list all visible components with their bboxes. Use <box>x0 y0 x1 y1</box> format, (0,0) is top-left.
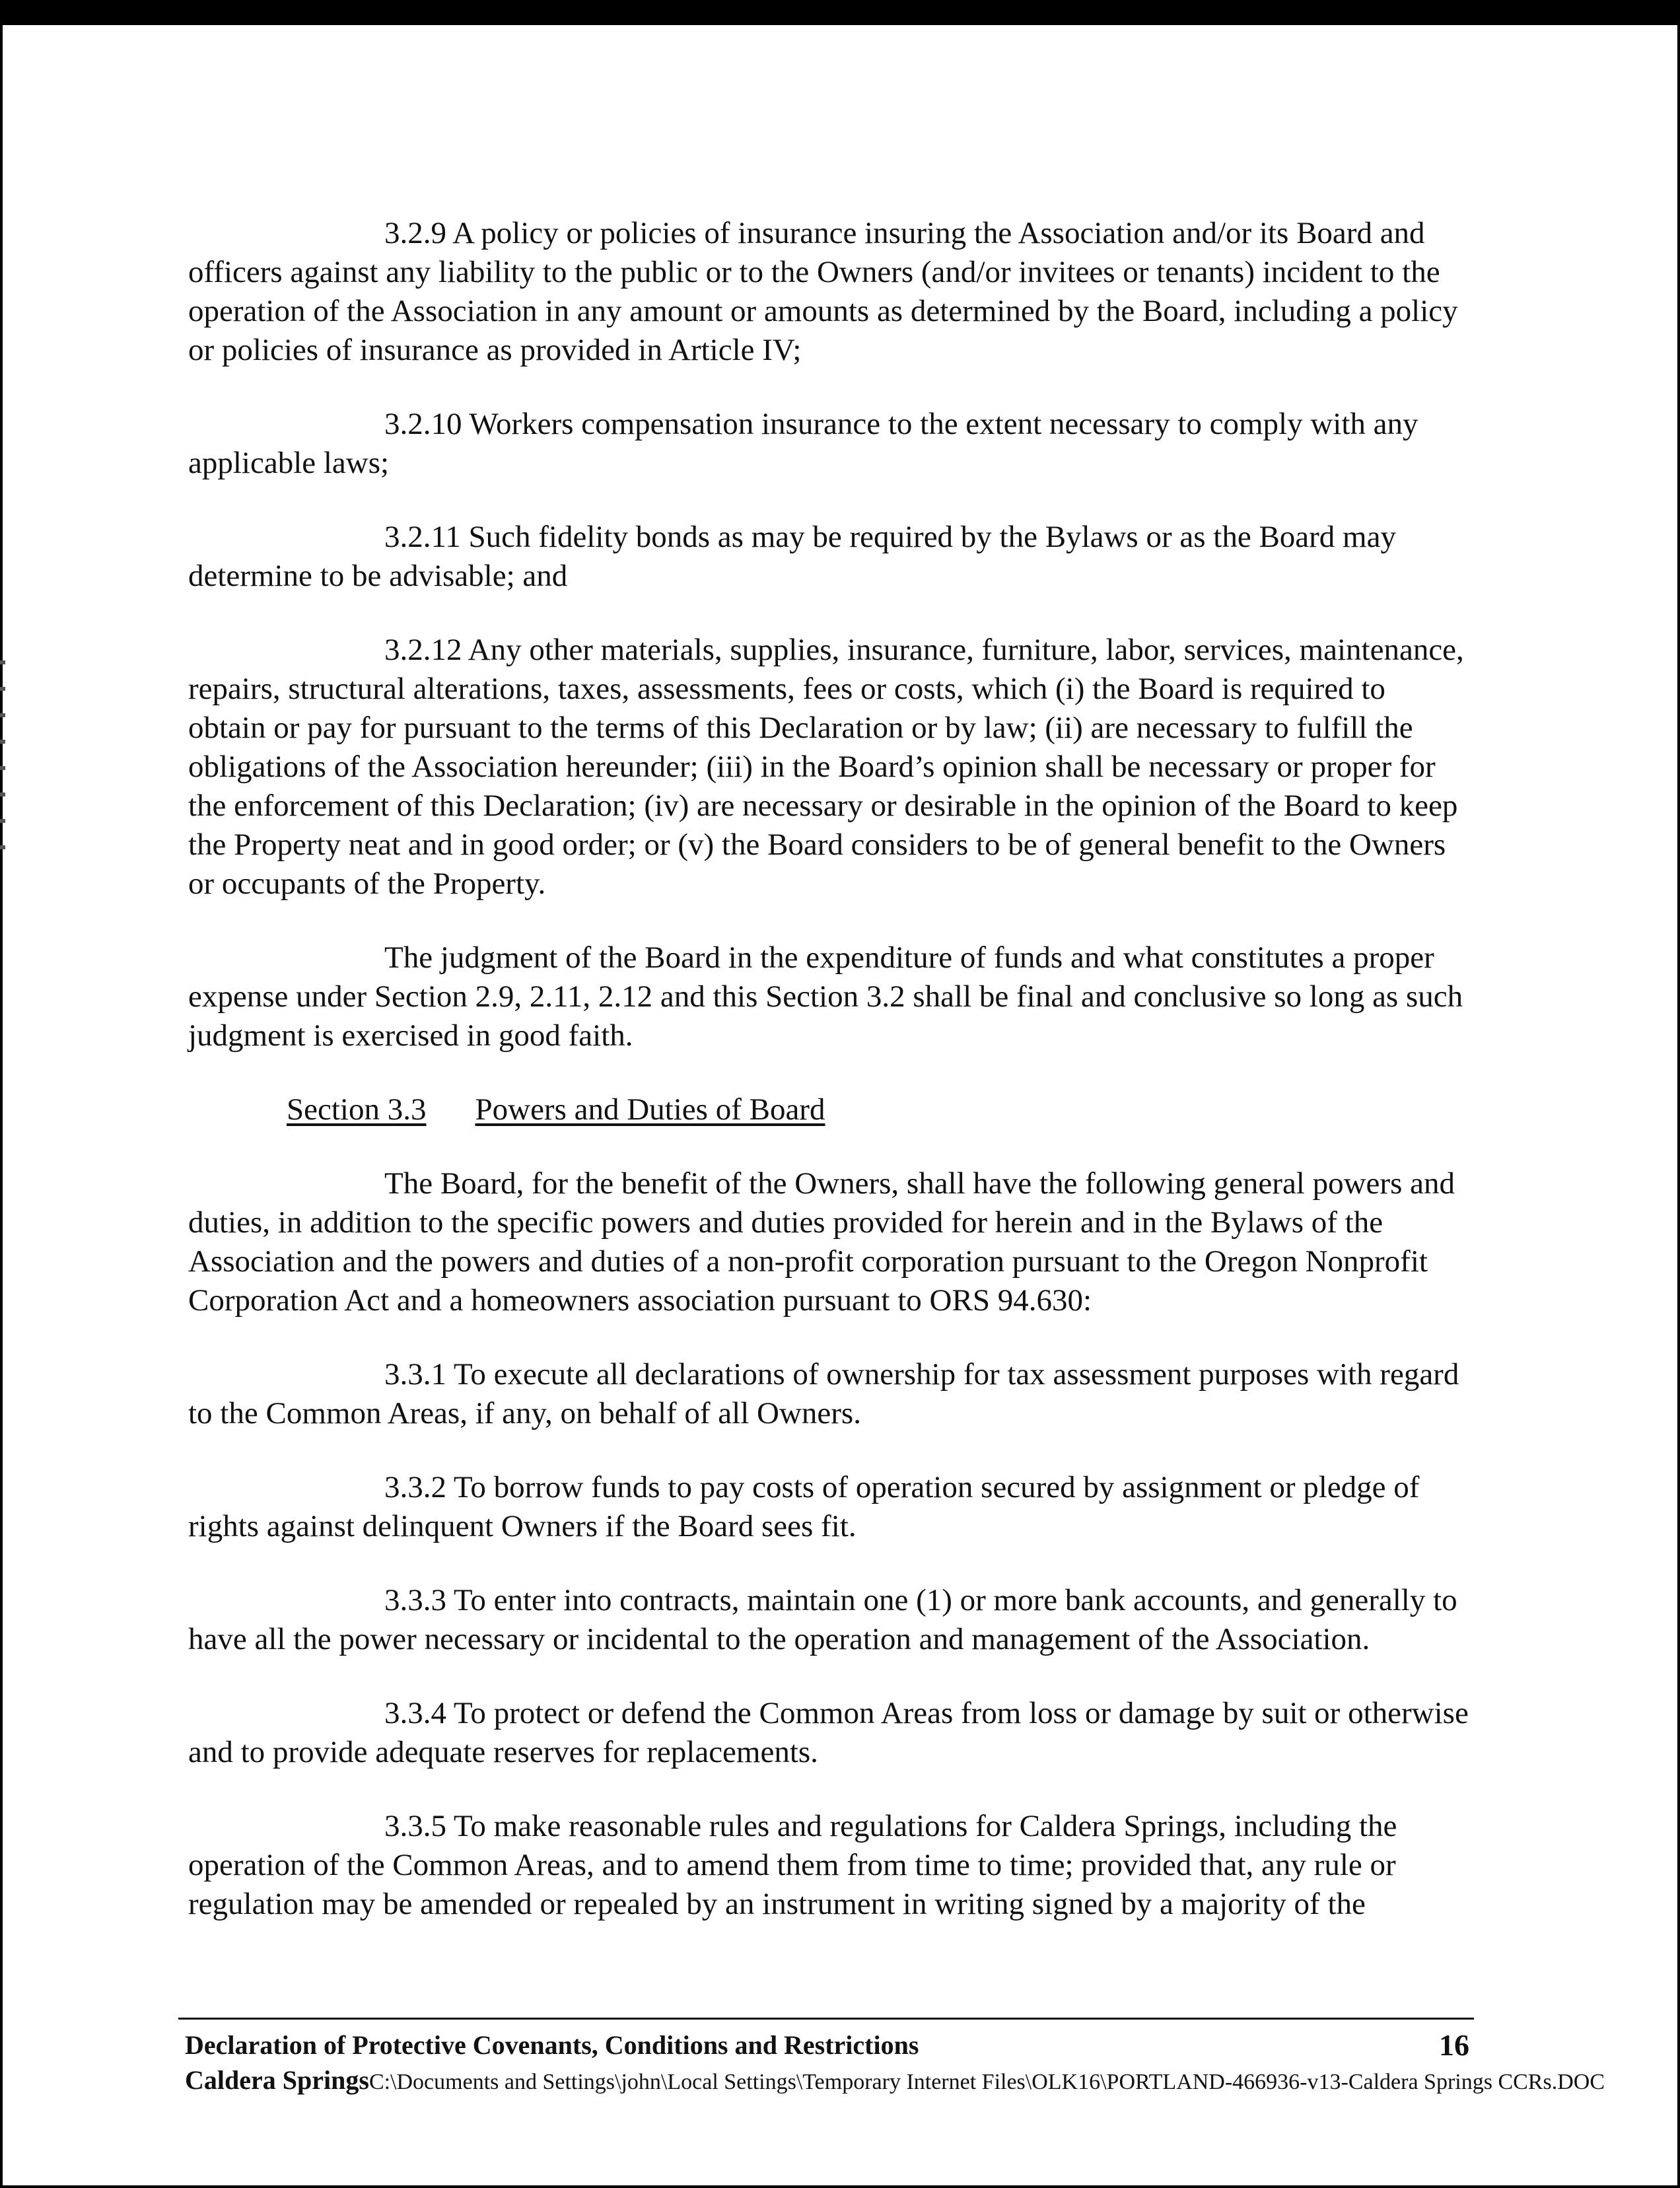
paragraph-3-2-9: 3.2.9 A policy or policies of insurance insuring the Association and/or its Board and officers against any liability to the public or to the Owners (and/or invitees or tenants) incident to the operation of the Association in any amount or amounts as determined by the Board, including a policy or policies of insurance as provided in Article IV; <box>188 216 1458 367</box>
footer-rule <box>178 2018 1474 2020</box>
scan-bottom-border <box>0 2185 1680 2188</box>
footer-path-row <box>185 2066 1664 2097</box>
scan-top-border <box>0 0 1680 25</box>
document-body <box>188 214 1469 1959</box>
scan-right-border <box>1677 25 1680 2188</box>
footer-project-name: Caldera Springs <box>185 2065 369 2095</box>
scan-left-border <box>0 25 3 2188</box>
page-number: 16 <box>1439 2028 1469 2062</box>
section-title: Powers and Duties of Board <box>475 1092 825 1127</box>
paragraph-judgment: The judgment of the Board in the expenditure of funds and what constitutes a proper expense under Section 2.9, 2.11, 2.12 and this Section 3.2 shall be final and conclusive so long as such judgment is exercised in good faith. <box>188 940 1463 1053</box>
scan-edge-marks <box>0 660 5 859</box>
footer-document-title: Declaration of Protective Covenants, Conditions and Restrictions <box>185 2030 919 2060</box>
paragraph-3-3-1: 3.3.1 To execute all declarations of ownership for tax assessment purposes with regard to the Common Areas, if any, on behalf of all Owners. <box>188 1357 1459 1430</box>
section-number: Section 3.3 <box>287 1092 427 1127</box>
paragraph-3-2-10: 3.2.10 Workers compensation insurance to the extent necessary to comply with any applicable laws; <box>188 407 1418 480</box>
paragraph-3-3-3: 3.3.3 To enter into contracts, maintain one (1) or more bank accounts, and generally to have all the power necessary or incidental to the operation and management of the Association. <box>188 1583 1457 1656</box>
footer-file-path: C:\Documents and Settings\john\Local Settings\Temporary Internet Files\OLK16\PORTLAND-466936-v13-Caldera Springs CCRs.DOC <box>368 2070 1605 2094</box>
paragraph-3-2-12: 3.2.12 Any other materials, supplies, insurance, furniture, labor, services, maintenance, repairs, structural alterations, taxes, assessments, fees or costs, which (i) the Board is required to obtain or pay for pursuant to the terms of this Declaration or by law; (ii) are necessary to fulfill the obligations of the Association hereunder; (iii) in the Board’s opinion shall be necessary or proper for the enforcement of this Declaration; (iv) are necessary or desirable in the opinion of the Board to keep the Property neat and in good order; or (v) the Board considers to be of general benefit to the Owners or occupants of the Property. <box>188 633 1464 901</box>
section-heading <box>188 1090 1469 1129</box>
footer-title-row <box>185 2029 1469 2062</box>
paragraph-3-2-11: 3.2.11 Such fidelity bonds as may be required by the Bylaws or as the Board may determine to be advisable; and <box>188 520 1396 593</box>
paragraph-3-3-4: 3.3.4 To protect or defend the Common Areas from loss or damage by suit or otherwise and to provide adequate reserves for replacements. <box>188 1696 1469 1769</box>
paragraph-3-3-5: 3.3.5 To make reasonable rules and regulations for Caldera Springs, including the operation of the Common Areas, and to amend them from time to time; provided that, any rule or regulation may be amended or repealed by an instrument in writing signed by a majority of the <box>188 1809 1397 1921</box>
paragraph-board-powers: The Board, for the benefit of the Owners, shall have the following general powers and duties, in addition to the specific powers and duties provided for herein and in the Bylaws of the Association and the powers and duties of a non-profit corporation pursuant to the Oregon Nonprofit Corporation Act and a homeowners association pursuant to ORS 94.630: <box>188 1166 1455 1318</box>
paragraph-3-3-2: 3.3.2 To borrow funds to pay costs of operation secured by assignment or pledge of rights against delinquent Owners if the Board sees fit. <box>188 1470 1420 1543</box>
